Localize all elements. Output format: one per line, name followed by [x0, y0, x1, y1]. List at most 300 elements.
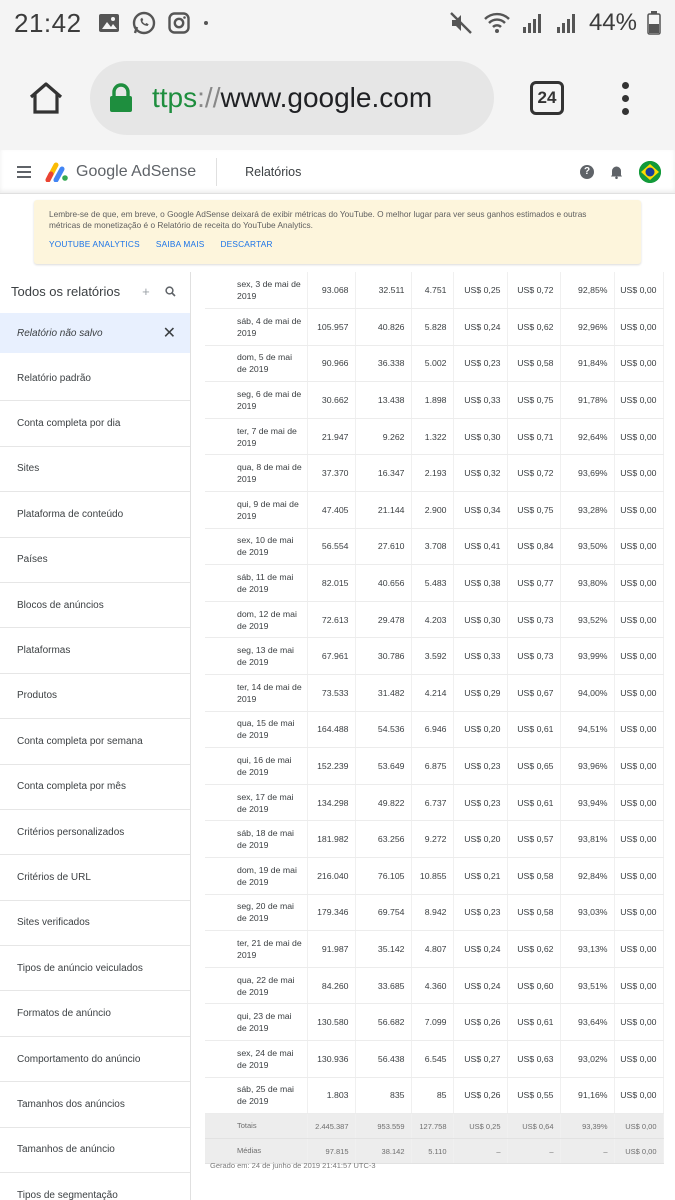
- table-cell: –: [507, 1139, 560, 1164]
- table-row: [205, 382, 663, 419]
- table-cell: 9.272: [411, 821, 453, 858]
- sidebar-item[interactable]: [0, 810, 190, 855]
- table-cell: 152.239: [307, 748, 355, 785]
- sidebar-item-label: Tipos de segmentação: [17, 1189, 118, 1200]
- row-label-cell: dom, 19 de mai de 2019: [205, 858, 307, 895]
- table-cell: US$ 0,00: [614, 418, 663, 455]
- sidebar-item[interactable]: [0, 538, 190, 583]
- table-cell: 91,78%: [560, 382, 614, 419]
- table-cell: US$ 0,67: [507, 675, 560, 712]
- instagram-icon: [168, 12, 190, 34]
- totals-row: [205, 1114, 663, 1139]
- sidebar-item-label: Países: [17, 554, 48, 566]
- page-title: Relatórios: [245, 164, 302, 179]
- table-row: [205, 565, 663, 602]
- table-cell: 37.370: [307, 455, 355, 492]
- sidebar-item-label: Tamanhos de anúncio: [17, 1144, 115, 1156]
- mute-icon: [449, 11, 473, 35]
- adsense-header: [0, 150, 675, 194]
- table-cell: 4.214: [411, 675, 453, 712]
- table-cell: 181.982: [307, 821, 355, 858]
- table-cell: 30.786: [355, 638, 411, 675]
- table-cell: 30.662: [307, 382, 355, 419]
- table-cell: 953.559: [355, 1114, 411, 1139]
- sidebar-header: [0, 272, 190, 310]
- help-icon[interactable]: ?: [580, 165, 594, 179]
- table-cell: 92,96%: [560, 309, 614, 346]
- table-cell: 54.536: [355, 711, 411, 748]
- table-cell: 5.828: [411, 309, 453, 346]
- table-cell: 93.068: [307, 272, 355, 309]
- sidebar-item-label: Tamanhos dos anúncios: [17, 1098, 125, 1110]
- row-label-cell: dom, 5 de mai de 2019: [205, 345, 307, 382]
- url-scheme: ttps: [152, 82, 198, 113]
- table-cell: US$ 0,23: [453, 345, 507, 382]
- table-cell: US$ 0,00: [614, 711, 663, 748]
- table-row: [205, 931, 663, 968]
- table-row: [205, 272, 663, 309]
- url-text[interactable]: [152, 82, 432, 114]
- row-label-cell: sáb, 25 de mai de 2019: [205, 1077, 307, 1114]
- search-icon[interactable]: [165, 286, 176, 297]
- table-cell: 94,51%: [560, 711, 614, 748]
- table-cell: 92,64%: [560, 418, 614, 455]
- table-cell: 127.758: [411, 1114, 453, 1139]
- table-cell: 72.613: [307, 601, 355, 638]
- sidebar-item-label: Critérios de URL: [17, 871, 91, 883]
- table-cell: 216.040: [307, 858, 355, 895]
- table-cell: 56.682: [355, 1004, 411, 1041]
- table-cell: US$ 0,00: [614, 675, 663, 712]
- table-cell: 4.807: [411, 931, 453, 968]
- table-cell: 93,96%: [560, 748, 614, 785]
- table-cell: US$ 0,00: [614, 1114, 663, 1139]
- table-cell: US$ 0,71: [507, 418, 560, 455]
- bell-icon[interactable]: [610, 165, 623, 179]
- table-cell: 1.898: [411, 382, 453, 419]
- table-cell: US$ 0,34: [453, 492, 507, 529]
- table-row: [205, 309, 663, 346]
- row-label-cell: qua, 22 de mai de 2019: [205, 967, 307, 1004]
- table-cell: 56.438: [355, 1040, 411, 1077]
- sidebar-item-label: Relatório padrão: [17, 372, 91, 384]
- learn-more-link[interactable]: SAIBA MAIS: [155, 239, 205, 249]
- table-cell: US$ 0,00: [614, 1077, 663, 1114]
- sidebar-item[interactable]: [0, 1037, 190, 1082]
- table-cell: 179.346: [307, 894, 355, 931]
- account-avatar[interactable]: [639, 161, 661, 183]
- battery-icon: [647, 11, 661, 35]
- table-cell: US$ 0,23: [453, 748, 507, 785]
- table-row: [205, 1004, 663, 1041]
- table-cell: US$ 0,00: [614, 1004, 663, 1041]
- sidebar-item-unsaved-report[interactable]: [0, 313, 190, 353]
- report-table-container: [205, 272, 663, 1164]
- table-cell: US$ 0,26: [453, 1004, 507, 1041]
- table-cell: US$ 0,24: [453, 967, 507, 1004]
- sidebar-item[interactable]: [0, 492, 190, 537]
- browser-toolbar: [0, 46, 675, 150]
- row-label-cell: qua, 15 de mai de 2019: [205, 711, 307, 748]
- table-cell: US$ 0,23: [453, 894, 507, 931]
- table-cell: US$ 0,00: [614, 638, 663, 675]
- whatsapp-icon: [132, 11, 156, 35]
- table-cell: 93,28%: [560, 492, 614, 529]
- table-cell: US$ 0,00: [614, 309, 663, 346]
- table-cell: US$ 0,00: [614, 601, 663, 638]
- close-icon[interactable]: ✕: [162, 325, 176, 342]
- sidebar-item-label: Produtos: [17, 690, 58, 702]
- reports-sidebar: [0, 272, 191, 1200]
- table-cell: 6.737: [411, 784, 453, 821]
- table-row: [205, 675, 663, 712]
- row-label-cell: sex, 3 de mai de 2019: [205, 272, 307, 309]
- table-cell: 97.815: [307, 1139, 355, 1164]
- table-cell: 6.875: [411, 748, 453, 785]
- table-cell: US$ 0,00: [614, 272, 663, 309]
- table-cell: 82.015: [307, 565, 355, 602]
- table-cell: US$ 0,27: [453, 1040, 507, 1077]
- table-row: [205, 821, 663, 858]
- table-cell: 6.946: [411, 711, 453, 748]
- table-cell: US$ 0,20: [453, 711, 507, 748]
- table-cell: 47.405: [307, 492, 355, 529]
- table-cell: US$ 0,00: [614, 492, 663, 529]
- tab-count: 24: [537, 88, 557, 107]
- table-cell: 93,03%: [560, 894, 614, 931]
- row-label-cell: qui, 23 de mai de 2019: [205, 1004, 307, 1041]
- table-cell: 10.855: [411, 858, 453, 895]
- table-cell: 105.957: [307, 309, 355, 346]
- sidebar-item[interactable]: [0, 583, 190, 628]
- table-cell: US$ 0,75: [507, 492, 560, 529]
- table-cell: US$ 0,75: [507, 382, 560, 419]
- table-cell: 21.144: [355, 492, 411, 529]
- table-cell: 93,02%: [560, 1040, 614, 1077]
- table-cell: US$ 0,24: [453, 931, 507, 968]
- table-cell: US$ 0,61: [507, 1004, 560, 1041]
- table-cell: 76.105: [355, 858, 411, 895]
- table-cell: 93,81%: [560, 821, 614, 858]
- table-row: [205, 711, 663, 748]
- table-cell: 92,84%: [560, 858, 614, 895]
- table-cell: 835: [355, 1077, 411, 1114]
- header-divider: [216, 158, 217, 186]
- table-cell: 73.533: [307, 675, 355, 712]
- table-cell: 91.987: [307, 931, 355, 968]
- table-cell: US$ 0,00: [614, 784, 663, 821]
- table-cell: US$ 0,00: [614, 455, 663, 492]
- table-cell: US$ 0,21: [453, 858, 507, 895]
- table-cell: US$ 0,00: [614, 748, 663, 785]
- table-cell: US$ 0,25: [453, 1114, 507, 1139]
- table-cell: 84.260: [307, 967, 355, 1004]
- table-cell: 56.554: [307, 528, 355, 565]
- table-row: [205, 894, 663, 931]
- table-cell: 93,94%: [560, 784, 614, 821]
- lock-icon: [108, 83, 134, 113]
- table-row: [205, 528, 663, 565]
- sidebar-item-label: Sites: [17, 463, 40, 475]
- table-cell: 33.685: [355, 967, 411, 1004]
- sidebar-item[interactable]: [0, 719, 190, 764]
- table-cell: US$ 0,73: [507, 638, 560, 675]
- browser-menu-button[interactable]: [622, 82, 629, 115]
- table-row: [205, 492, 663, 529]
- sidebar-item[interactable]: [0, 674, 190, 719]
- table-cell: 164.488: [307, 711, 355, 748]
- row-label-cell: ter, 21 de mai de 2019: [205, 931, 307, 968]
- battery-percent: 44%: [588, 9, 637, 36]
- table-cell: US$ 0,77: [507, 565, 560, 602]
- sidebar-item-label: Tipos de anúncio veiculados: [17, 962, 143, 974]
- table-cell: 53.649: [355, 748, 411, 785]
- table-cell: 93,51%: [560, 967, 614, 1004]
- table-cell: 5.002: [411, 345, 453, 382]
- table-cell: 67.961: [307, 638, 355, 675]
- sidebar-item[interactable]: [0, 1082, 190, 1127]
- menu-icon[interactable]: [17, 166, 31, 178]
- table-cell: 49.822: [355, 784, 411, 821]
- table-cell: 3.592: [411, 638, 453, 675]
- table-cell: 31.482: [355, 675, 411, 712]
- table-row: [205, 418, 663, 455]
- table-cell: 4.203: [411, 601, 453, 638]
- row-label-cell: sáb, 4 de mai de 2019: [205, 309, 307, 346]
- row-label-cell: sáb, 18 de mai de 2019: [205, 821, 307, 858]
- table-cell: 93,80%: [560, 565, 614, 602]
- table-cell: 38.142: [355, 1139, 411, 1164]
- table-cell: US$ 0,65: [507, 748, 560, 785]
- table-cell: US$ 0,62: [507, 931, 560, 968]
- notice-text: Lembre-se de que, em breve, o Google AdSense deixará de exibir métricas do YouTube. O melhor lugar para ver seus ganhos estimados e outras métricas de monetização é o Relatório de receita do YouTube Analytics.: [49, 209, 587, 230]
- table-row: [205, 638, 663, 675]
- table-cell: US$ 0,00: [614, 894, 663, 931]
- row-label-cell: ter, 14 de mai de 2019: [205, 675, 307, 712]
- row-label-cell: sex, 24 de mai de 2019: [205, 1040, 307, 1077]
- sidebar-item[interactable]: [0, 447, 190, 492]
- table-cell: US$ 0,00: [614, 821, 663, 858]
- table-cell: 6.545: [411, 1040, 453, 1077]
- sidebar-item[interactable]: [0, 991, 190, 1036]
- sidebar-item-label: Conta completa por dia: [17, 418, 121, 430]
- table-cell: US$ 0,25: [453, 272, 507, 309]
- table-cell: –: [560, 1139, 614, 1164]
- table-cell: US$ 0,84: [507, 528, 560, 565]
- table-cell: 92,85%: [560, 272, 614, 309]
- tab-switcher-button[interactable]: [530, 81, 564, 115]
- table-cell: 91,84%: [560, 345, 614, 382]
- url-separator: ://: [197, 82, 221, 113]
- table-cell: 94,00%: [560, 675, 614, 712]
- youtube-notice-banner: [34, 200, 641, 264]
- report-table: [205, 272, 664, 1164]
- table-cell: US$ 0,58: [507, 858, 560, 895]
- table-cell: US$ 0,00: [614, 565, 663, 602]
- table-cell: 85: [411, 1077, 453, 1114]
- table-cell: US$ 0,20: [453, 821, 507, 858]
- sidebar-item[interactable]: [0, 765, 190, 810]
- dot-icon: [202, 19, 210, 27]
- table-cell: 21.947: [307, 418, 355, 455]
- table-row: [205, 784, 663, 821]
- row-label-cell: ter, 7 de mai de 2019: [205, 418, 307, 455]
- table-cell: 93,99%: [560, 638, 614, 675]
- address-bar[interactable]: [90, 61, 494, 135]
- table-cell: 93,39%: [560, 1114, 614, 1139]
- sidebar-item[interactable]: [0, 401, 190, 446]
- table-cell: 4.360: [411, 967, 453, 1004]
- generated-timestamp: Gerado em: 24 de junho de 2019 21:41:57 UTC-3: [210, 1161, 376, 1170]
- table-cell: US$ 0,61: [507, 784, 560, 821]
- row-label-cell: seg, 6 de mai de 2019: [205, 382, 307, 419]
- table-cell: US$ 0,00: [614, 1139, 663, 1164]
- table-cell: 93,69%: [560, 455, 614, 492]
- home-button[interactable]: [16, 68, 76, 128]
- table-cell: 93,50%: [560, 528, 614, 565]
- brazil-flag-icon: [639, 161, 661, 183]
- table-cell: US$ 0,63: [507, 1040, 560, 1077]
- table-cell: US$ 0,58: [507, 345, 560, 382]
- table-cell: US$ 0,62: [507, 309, 560, 346]
- table-cell: US$ 0,30: [453, 601, 507, 638]
- row-label-cell: Totais: [205, 1114, 307, 1139]
- sidebar-item[interactable]: [0, 946, 190, 991]
- table-row: [205, 1040, 663, 1077]
- table-cell: 35.142: [355, 931, 411, 968]
- table-cell: 40.656: [355, 565, 411, 602]
- table-cell: 1.322: [411, 418, 453, 455]
- table-cell: US$ 0,41: [453, 528, 507, 565]
- table-cell: US$ 0,00: [614, 382, 663, 419]
- dismiss-link[interactable]: DESCARTAR: [220, 239, 273, 249]
- url-host: www.google.com: [220, 82, 433, 113]
- table-cell: US$ 0,64: [507, 1114, 560, 1139]
- table-cell: US$ 0,00: [614, 931, 663, 968]
- table-cell: US$ 0,72: [507, 455, 560, 492]
- sidebar-item[interactable]: [0, 1128, 190, 1173]
- table-cell: US$ 0,73: [507, 601, 560, 638]
- wifi-icon: [483, 11, 511, 35]
- table-cell: US$ 0,61: [507, 711, 560, 748]
- add-report-icon[interactable]: +: [142, 283, 150, 299]
- table-cell: 63.256: [355, 821, 411, 858]
- status-bar: [0, 0, 675, 46]
- table-cell: US$ 0,55: [507, 1077, 560, 1114]
- table-cell: 5.483: [411, 565, 453, 602]
- table-cell: US$ 0,26: [453, 1077, 507, 1114]
- table-cell: 29.478: [355, 601, 411, 638]
- table-cell: US$ 0,30: [453, 418, 507, 455]
- table-cell: US$ 0,32: [453, 455, 507, 492]
- table-cell: 93,13%: [560, 931, 614, 968]
- table-cell: 91,16%: [560, 1077, 614, 1114]
- table-cell: US$ 0,33: [453, 638, 507, 675]
- sidebar-title: Todos os relatórios: [11, 283, 121, 299]
- row-label-cell: dom, 12 de mai de 2019: [205, 601, 307, 638]
- table-cell: 40.826: [355, 309, 411, 346]
- table-cell: 69.754: [355, 894, 411, 931]
- table-cell: 27.610: [355, 528, 411, 565]
- sidebar-item-label: Sites verificados: [17, 917, 90, 929]
- row-label-cell: sex, 10 de mai de 2019: [205, 528, 307, 565]
- sidebar-item-label: Relatório não salvo: [17, 327, 103, 339]
- table-cell: US$ 0,00: [614, 345, 663, 382]
- sidebar-item-label: Blocos de anúncios: [17, 599, 104, 611]
- sidebar-item[interactable]: [0, 1173, 190, 1200]
- row-label-cell: Médias: [205, 1139, 307, 1164]
- table-cell: US$ 0,00: [614, 528, 663, 565]
- table-cell: 134.298: [307, 784, 355, 821]
- table-cell: 130.936: [307, 1040, 355, 1077]
- table-cell: US$ 0,58: [507, 894, 560, 931]
- table-cell: US$ 0,72: [507, 272, 560, 309]
- sidebar-item-label: Plataformas: [17, 645, 71, 657]
- table-row: [205, 748, 663, 785]
- table-cell: 130.580: [307, 1004, 355, 1041]
- table-cell: 16.347: [355, 455, 411, 492]
- sidebar-item[interactable]: [0, 855, 190, 900]
- table-cell: 9.262: [355, 418, 411, 455]
- table-cell: US$ 0,00: [614, 967, 663, 1004]
- sidebar-item-label: Formatos de anúncio: [17, 1008, 111, 1020]
- table-cell: 8.942: [411, 894, 453, 931]
- image-icon: [98, 13, 120, 33]
- row-label-cell: sáb, 11 de mai de 2019: [205, 565, 307, 602]
- sidebar-item[interactable]: [0, 628, 190, 673]
- table-row: [205, 345, 663, 382]
- sidebar-item[interactable]: [0, 356, 190, 401]
- table-row: [205, 455, 663, 492]
- sidebar-item-label: Plataforma de conteúdo: [17, 508, 124, 520]
- table-cell: US$ 0,38: [453, 565, 507, 602]
- table-row: [205, 967, 663, 1004]
- sidebar-report-list: [0, 356, 190, 1200]
- table-cell: US$ 0,23: [453, 784, 507, 821]
- clock: 21:42: [14, 7, 82, 38]
- signal-icon: [521, 11, 545, 35]
- sidebar-item-label: Critérios personalizados: [17, 826, 125, 838]
- row-label-cell: seg, 20 de mai de 2019: [205, 894, 307, 931]
- row-label-cell: qua, 8 de mai de 2019: [205, 455, 307, 492]
- adsense-logo-icon: [45, 162, 69, 182]
- youtube-analytics-link[interactable]: YOUTUBE ANALYTICS: [49, 239, 140, 249]
- table-cell: 90.966: [307, 345, 355, 382]
- averages-row: [205, 1139, 663, 1164]
- table-row: [205, 858, 663, 895]
- table-row: [205, 1077, 663, 1114]
- table-cell: 93,52%: [560, 601, 614, 638]
- row-label-cell: seg, 13 de mai de 2019: [205, 638, 307, 675]
- table-cell: 32.511: [355, 272, 411, 309]
- table-cell: US$ 0,57: [507, 821, 560, 858]
- row-label-cell: sex, 17 de mai de 2019: [205, 784, 307, 821]
- table-cell: 2.445.387: [307, 1114, 355, 1139]
- table-cell: –: [453, 1139, 507, 1164]
- table-cell: US$ 0,24: [453, 309, 507, 346]
- sidebar-item[interactable]: [0, 901, 190, 946]
- sidebar-item-label: Conta completa por mês: [17, 781, 126, 793]
- row-label-cell: qui, 16 de mai de 2019: [205, 748, 307, 785]
- table-cell: 2.900: [411, 492, 453, 529]
- row-label-cell: qui, 9 de mai de 2019: [205, 492, 307, 529]
- table-cell: US$ 0,29: [453, 675, 507, 712]
- home-icon: [28, 81, 64, 115]
- sidebar-item-label: Comportamento do anúncio: [17, 1053, 141, 1065]
- table-cell: US$ 0,33: [453, 382, 507, 419]
- table-row: [205, 601, 663, 638]
- table-cell: 36.338: [355, 345, 411, 382]
